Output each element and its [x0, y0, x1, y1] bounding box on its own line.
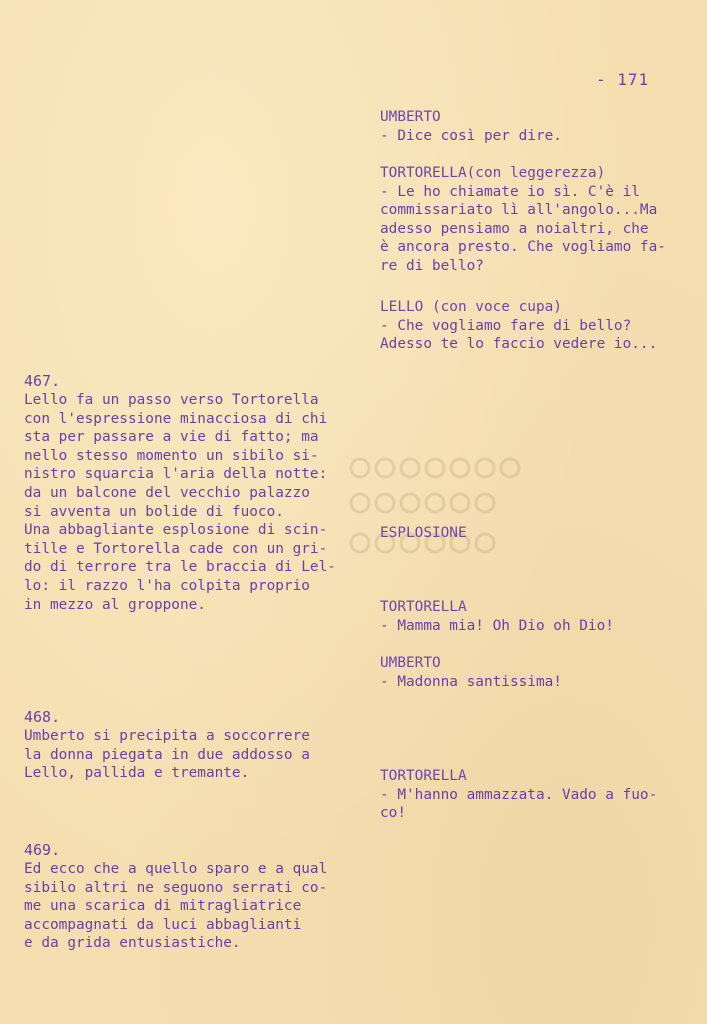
- scene-line: e da grida entusiastiche.: [24, 935, 241, 952]
- scene-469: [24, 841, 374, 953]
- scene-line: do di terrore tra le braccia di Lel-: [24, 559, 336, 576]
- dialogue-umberto-1: [380, 108, 700, 145]
- scene-line: accompagnati da luci abbaglianti: [24, 916, 302, 933]
- scene-line: nistro squarcia l'aria della notte:: [24, 466, 328, 483]
- speaker-name: UMBERTO: [380, 655, 441, 671]
- scene-number: 469.: [24, 841, 61, 859]
- scene-line: sta per passare a vie di fatto; ma: [24, 429, 319, 446]
- dialogue-line: co!: [380, 805, 406, 822]
- scene-line: lo: il razzo l'ha colpita proprio: [24, 577, 310, 594]
- scene-line: Ed ecco che a quello sparo e a qual: [24, 861, 328, 877]
- dialogue-tortorella-3: [380, 767, 700, 823]
- scene-line: nello stesso momento un sibilo si-: [24, 447, 319, 464]
- speaker-name: UMBERTO: [380, 109, 441, 125]
- dialogue-tortorella-1: [380, 164, 700, 276]
- scene-line: sibilo altri ne seguono serrati co-: [24, 879, 328, 896]
- scene-line: da un balcone del vecchio palazzo: [24, 484, 310, 501]
- dialogue-line: - Dice così per dire.: [380, 127, 562, 144]
- sound-cue-esplosione: [380, 524, 700, 543]
- scene-line: Lello, pallida e tremante.: [24, 765, 250, 782]
- scene-line: Una abbagliante esplosione di scin-: [24, 522, 328, 539]
- scene-line: in mezzo al groppone.: [24, 596, 206, 613]
- scene-line: tille e Tortorella cade con un gri-: [24, 540, 328, 557]
- dialogue-line: re di bello?: [380, 257, 484, 274]
- speaker-name: TORTORELLA: [380, 768, 467, 784]
- dialogue-lello-1: [380, 298, 700, 354]
- dialogue-umberto-2: [380, 654, 700, 691]
- scene-468: [24, 708, 374, 783]
- dialogue-line: - Le ho chiamate io sì. C'è il: [380, 183, 640, 200]
- dialogue-line: adesso pensiamo a noialtri, che: [380, 220, 649, 237]
- scene-line: Umberto si precipita a soccorrere: [24, 728, 310, 744]
- dialogue-line: - Mamma mia! Oh Dio oh Dio!: [380, 617, 614, 634]
- scene-line: me una scarica di mitragliatrice: [24, 898, 302, 915]
- scene-number: 468.: [24, 708, 61, 726]
- dialogue-line: - Madonna santissima!: [380, 673, 562, 690]
- dialogue-line: è ancora presto. Che vogliamo fa-: [380, 239, 666, 256]
- speaker-name: TORTORELLA(con leggerezza): [380, 165, 606, 181]
- dialogue-tortorella-2: [380, 598, 700, 635]
- dialogue-line: - M'hanno ammazzata. Vado a fuo-: [380, 786, 658, 803]
- scene-number: 467.: [24, 372, 61, 390]
- dialogue-line: commissariato lì all'angolo...Ma: [380, 202, 658, 219]
- page-number: - 171: [596, 70, 650, 89]
- scene-line: con l'espressione minacciosa di chi: [24, 410, 328, 427]
- dialogue-line: - Che vogliamo fare di bello?: [380, 317, 632, 334]
- scene-line: Lello fa un passo verso Tortorella: [24, 392, 319, 408]
- scene-line: si avventa un bolide di fuoco.: [24, 503, 284, 520]
- dialogue-line: Adesso te lo faccio vedere io...: [380, 336, 658, 353]
- scene-line: la donna piegata in due addosso a: [24, 746, 310, 763]
- sound-cue: ESPLOSIONE: [380, 525, 467, 541]
- speaker-name: TORTORELLA: [380, 599, 467, 615]
- speaker-name: LELLO (con voce cupa): [380, 299, 562, 315]
- scene-467: [24, 372, 374, 614]
